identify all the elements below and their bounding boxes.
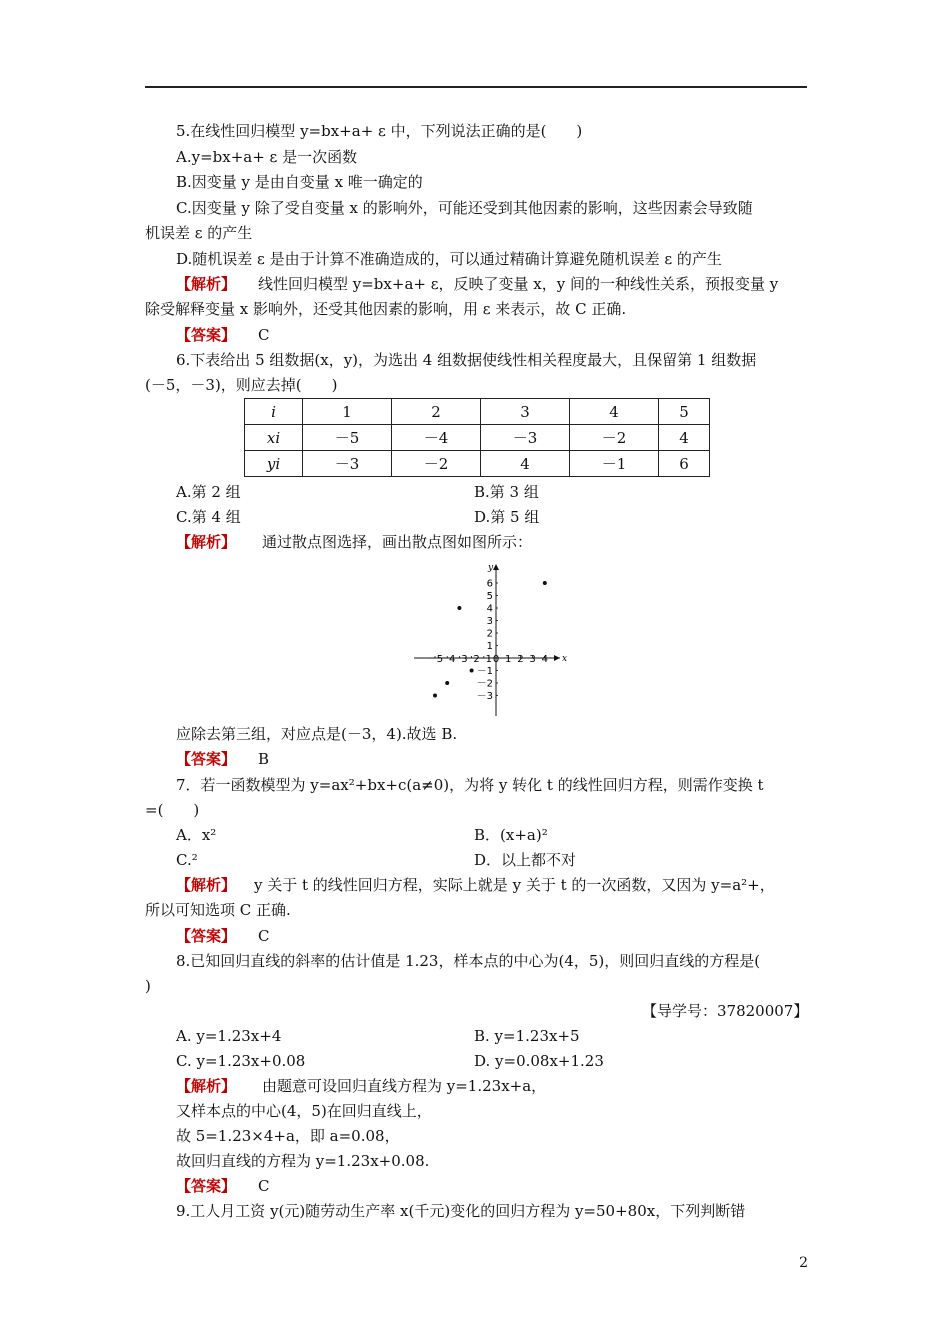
q8-answer-tag: 【答案】: [176, 1177, 237, 1195]
q8-stem-line2: ): [145, 977, 151, 995]
q6-data-table: [244, 398, 710, 477]
scatter-plot: [410, 560, 580, 720]
q5-stem: 5.在线性回归模型 y=bx+a+ ε 中，下列说法正确的是( ): [176, 122, 583, 140]
q6-option-b: B.第 3 组: [474, 483, 539, 501]
q5-option-b: B.因变量 y 是由自变量 x 唯一确定的: [176, 173, 423, 191]
table-cell: 4: [481, 451, 570, 477]
table-cell: －3: [303, 451, 392, 477]
x-tick-label: －1: [475, 654, 492, 665]
table-row: [245, 451, 710, 477]
y-tick-label: 4: [486, 603, 493, 615]
q8-analysis-line4: 故回归直线的方程为 y=1.23x+0.08.: [176, 1152, 430, 1170]
x-tick-label: 0: [492, 654, 500, 665]
table-cell: －1: [570, 451, 659, 477]
q6-answer: B: [258, 750, 270, 768]
q8-stem-line1: 8.已知回归直线的斜率的估计值是 1.23，样本点的中心为(4，5)，则回归直线的方程是(: [176, 952, 761, 970]
q5-analysis-tag: 【解析】: [176, 275, 237, 293]
table-cell: 4: [570, 399, 659, 425]
y-tick-label: 2: [486, 628, 493, 640]
q7-option-b: B．(x+a)²: [474, 826, 548, 844]
q6-option-d: D.第 5 组: [474, 508, 540, 526]
q7-stem-line2: =( ): [145, 801, 200, 819]
q5-answer-tag: 【答案】: [176, 326, 237, 344]
q7-analysis-line1: y 关于 t 的线性回归方程，实际上就是 y 关于 t 的一次函数，又因为 y=a²+，: [254, 876, 775, 894]
table-cell: －3: [481, 425, 570, 451]
y-tick-label: －3: [476, 691, 493, 702]
y-axis-arrow: [493, 564, 499, 570]
q8-option-a: A. y=1.23x+4: [176, 1027, 282, 1045]
q5-analysis-line1: 线性回归模型 y=bx+a+ ε，反映了变量 x，y 间的一种线性关系，预报变量 y: [258, 275, 779, 293]
q5-answer: C: [258, 326, 270, 344]
q5-option-c-line1: C.因变量 y 除了受自变量 x 的影响外，可能还受到其他因素的影响，这些因素会导致随: [176, 199, 753, 217]
table-cell: 1: [303, 399, 392, 425]
x-tick-label: －3: [451, 654, 468, 665]
q8-option-b: B. y=1.23x+5: [474, 1027, 580, 1045]
x-tick-label: 4: [541, 654, 548, 665]
scatter-point: [445, 681, 449, 685]
table-cell: －2: [392, 451, 481, 477]
q6-answer-tag: 【答案】: [176, 750, 237, 768]
q6-option-a: A.第 2 组: [176, 483, 241, 501]
y-tick-label: －1: [476, 666, 493, 677]
x-axis-label: x: [562, 654, 568, 664]
q8-guide-code: 【导学号：37820007】: [642, 1002, 809, 1020]
y-tick-label: 6: [486, 578, 493, 590]
q6-stem-line1: 6.下表给出 5 组数据(x，y)，为选出 4 组数据使线性相关程度最大，且保留第 1 组数据: [176, 351, 757, 369]
q5-option-d: D.随机误差 ε 是由于计算不准确造成的，可以通过精确计算避免随机误差 ε 的产生: [176, 250, 722, 268]
q8-analysis-line3: 故 5=1.23×4+a，即 a=0.08，: [176, 1127, 400, 1145]
table-cell: xi: [245, 425, 303, 451]
page-number: 2: [799, 1255, 808, 1271]
x-tick-label: 1: [505, 654, 512, 665]
q6-analysis: 通过散点图选择，画出散点图如图所示：: [262, 533, 533, 551]
q6-option-c: C.第 4 组: [176, 508, 241, 526]
scatter-point: [457, 606, 461, 610]
y-tick-label: 5: [486, 591, 493, 602]
q7-option-a: A．x²: [176, 826, 217, 844]
q8-analysis-line2: 又样本点的中心(4，5)在回归直线上，: [176, 1102, 432, 1120]
x-axis-arrow: [554, 655, 560, 661]
table-cell: －2: [570, 425, 659, 451]
table-cell: 6: [659, 451, 710, 477]
table-cell: －4: [392, 425, 481, 451]
q5-option-a: A.y=bx+a+ ε 是一次函数: [176, 148, 358, 166]
scatter-point: [470, 669, 474, 673]
q7-answer-tag: 【答案】: [176, 927, 237, 945]
q7-option-d: D．以上都不对: [474, 851, 577, 869]
table-cell: i: [245, 399, 303, 425]
q7-answer: C: [258, 927, 270, 945]
x-tick-label: 3: [529, 654, 536, 665]
table-cell: yi: [245, 451, 303, 477]
q8-analysis-line1: 由题意可设回归直线方程为 y=1.23x+a，: [262, 1077, 547, 1095]
y-axis-label: y: [488, 563, 494, 573]
q8-option-c: C. y=1.23x+0.08: [176, 1052, 306, 1070]
q6-analysis-tag: 【解析】: [176, 533, 237, 551]
q6-conclusion: 应除去第三组，对应点是(－3，4).故选 B.: [176, 725, 458, 743]
table-cell: 5: [659, 399, 710, 425]
q5-option-c-line2: 机误差 ε 的产生: [145, 224, 253, 242]
q9-stem: 9.工人月工资 y(元)随劳动生产率 x(千元)变化的回归方程为 y=50+80x，下列判断错: [176, 1202, 746, 1220]
table-cell: 2: [392, 399, 481, 425]
q8-answer: C: [258, 1177, 270, 1195]
q7-analysis-line2: 所以可知选项 C 正确.: [145, 901, 291, 919]
x-tick-label: －2: [463, 654, 480, 665]
scatter-point: [433, 694, 437, 698]
x-tick-label: －4: [439, 654, 456, 665]
header-rule: [145, 86, 807, 88]
q7-option-c: C.²: [176, 851, 198, 869]
table-cell: 4: [659, 425, 710, 451]
table-cell: －5: [303, 425, 392, 451]
scatter-point: [543, 581, 547, 585]
x-tick-label: 2: [517, 654, 524, 665]
q5-analysis-line2: 除受解释变量 x 影响外，还受其他因素的影响，用 ε 来表示，故 C 正确.: [145, 300, 627, 318]
y-tick-label: 3: [486, 616, 493, 627]
q8-analysis-tag: 【解析】: [176, 1077, 237, 1095]
q6-stem-line2: (－5，－3)，则应去掉( ): [145, 376, 338, 394]
table-row: [245, 399, 710, 425]
table-cell: 3: [481, 399, 570, 425]
q7-stem-line1: 7．若一函数模型为 y=ax²+bx+c(a≠0)，为将 y 转化 t 的线性回归方程，则需作变换 t: [176, 776, 764, 794]
y-tick-label: －2: [476, 678, 493, 690]
q7-analysis-tag: 【解析】: [176, 876, 237, 894]
q8-option-d: D. y=0.08x+1.23: [474, 1052, 604, 1070]
table-row: [245, 425, 710, 451]
x-tick-label: －5: [426, 654, 444, 665]
y-tick-label: 1: [486, 641, 493, 652]
